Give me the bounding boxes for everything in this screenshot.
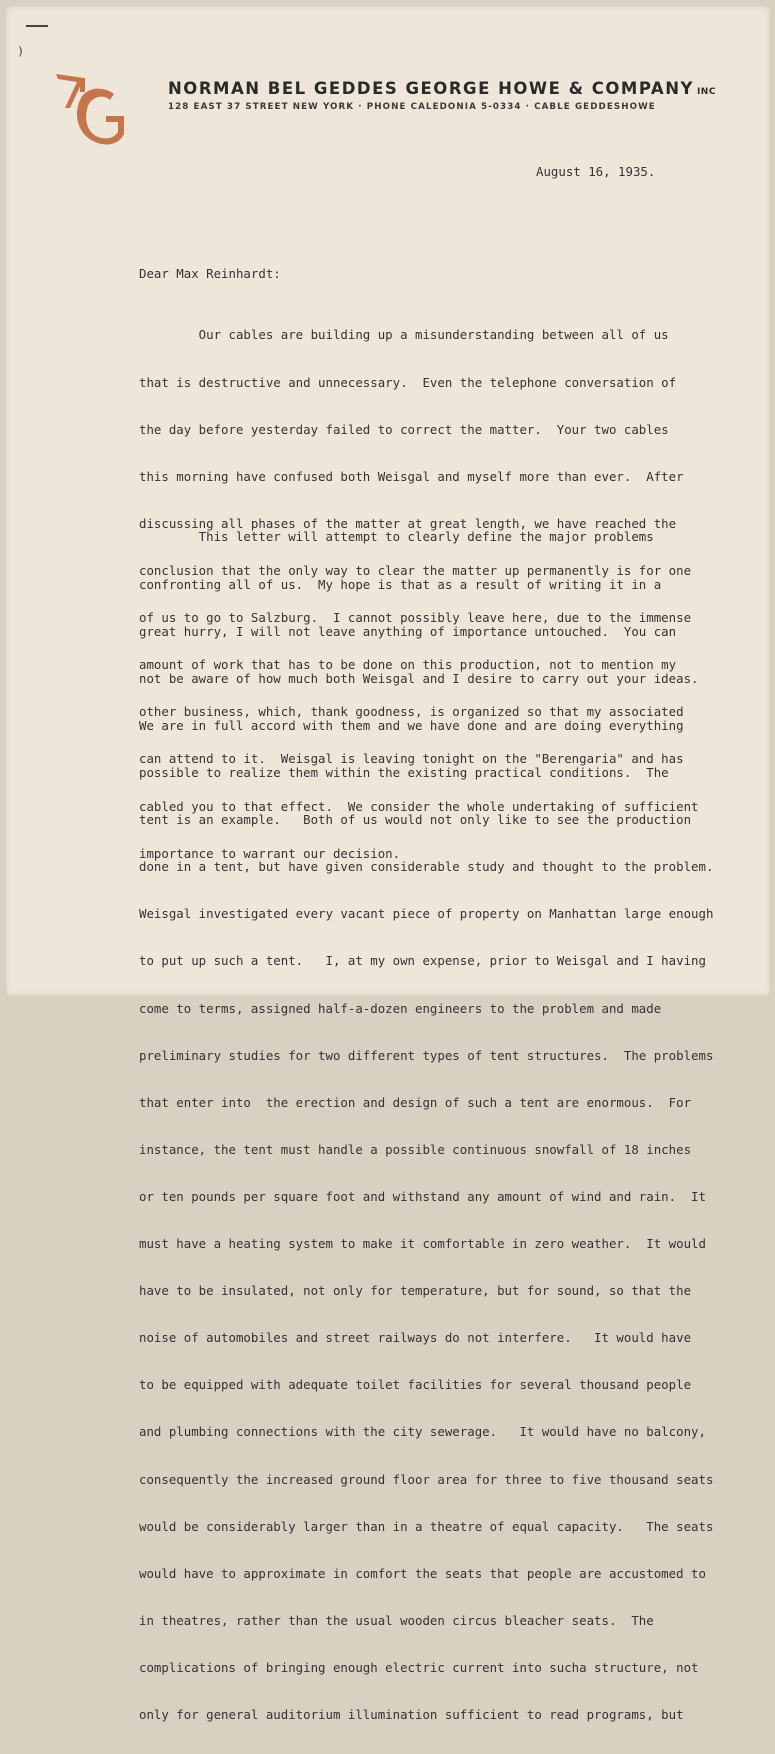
paragraph-line: to be equipped with adequate toilet facilities for several thousand people xyxy=(139,1377,692,1393)
paragraph-line: This letter will attempt to clearly define the major problems xyxy=(139,529,654,545)
paragraph-line: to put up such a tent. I, at my own expense, prior to Weisgal and I having xyxy=(139,953,706,969)
paragraph-line: Our cables are building up a misunderstanding between all of us xyxy=(139,327,669,343)
paragraph-line: importance to warrant our decision. xyxy=(139,845,401,861)
paragraph-line: complications of bringing enough electric current into sucha structure, not xyxy=(139,1660,699,1676)
paragraph-line: amount of work that has to be done on this production, not to mention my xyxy=(139,657,677,673)
paragraph-line: not be aware of how much both Weisgal and I desire to carry out your ideas. xyxy=(139,670,699,686)
paragraph-line: that enter into the erection and design of such a tent are enormous. For xyxy=(139,1094,692,1110)
paragraph-line: can attend to it. Weisgal is leaving tonight on the "Berengaria" and has xyxy=(139,751,684,767)
letter-date: August 16, 1935. xyxy=(536,164,656,179)
paragraph-line: and plumbing connections with the city sewerage. It would have no balcony, xyxy=(139,1424,706,1440)
paragraph-line: noise of automobiles and street railways do not interfere. It would have xyxy=(139,1330,692,1346)
paragraph-line: great hurry, I will not leave anything of importance untouched. You can xyxy=(139,623,677,639)
letter-salutation: Dear Max Reinhardt: xyxy=(139,266,281,281)
paragraph-line: would have to approximate in comfort the seats that people are accustomed to xyxy=(139,1565,706,1581)
paragraph-line: Weisgal investigated every vacant piece of property on Manhattan large enough xyxy=(139,906,714,922)
paragraph-line: instance, the tent must handle a possible continuous snowfall of 18 inches xyxy=(139,1141,692,1157)
paragraph-line: this morning have confused both Weisgal and myself more than ever. After xyxy=(139,468,684,484)
margin-dash-mark xyxy=(26,25,48,27)
letter-page xyxy=(6,6,770,1723)
paragraph-line: preliminary studies for two different types of tent structures. The problems xyxy=(139,1047,714,1063)
paragraph-line: We are in full accord with them and we have done and are doing everything xyxy=(139,717,684,733)
paragraph-line: other business, which, thank goodness, is organized so that my associated xyxy=(139,704,684,720)
paragraph-line: of us to go to Salzburg. I cannot possibly leave here, due to the immense xyxy=(139,610,692,626)
paragraph-line: conclusion that the only way to clear the matter up permanently is for one xyxy=(139,562,692,578)
paragraph-line: consequently the increased ground floor area for three to five thousand seats xyxy=(139,1471,714,1487)
paragraph-line: that is destructive and unnecessary. Even the telephone conversation of xyxy=(139,374,677,390)
paragraph-line: the day before yesterday failed to correct the matter. Your two cables xyxy=(139,421,669,437)
margin-pencil-mark: ) xyxy=(18,44,23,58)
company-name: NORMAN BEL GEDDES GEORGE HOWE & COMPANY INC xyxy=(168,79,716,98)
paragraph-line: tent is an example. Both of us would not only like to see the production xyxy=(139,812,692,828)
paragraph-line: have to be insulated, not only for temperature, but for sound, so that the xyxy=(139,1283,692,1299)
paragraph-2 xyxy=(139,498,713,1754)
company-suffix: INC xyxy=(696,87,716,97)
paragraph-line: discussing all phases of the matter at great length, we have reached the xyxy=(139,515,677,531)
paragraph-line: cabled you to that effect. We consider the whole undertaking of sufficient xyxy=(139,798,699,814)
paragraph-line: must have a heating system to make it comfortable in zero weather. It would xyxy=(139,1236,706,1252)
paragraph-line: come to terms, assigned half-a-dozen engineers to the problem and made xyxy=(139,1000,662,1016)
paragraph-line: would be considerably larger than in a theatre of equal capacity. The seats xyxy=(139,1518,714,1534)
paragraph-line: possible to realize them within the existing practical conditions. The xyxy=(139,764,669,780)
ng-monogram-logo-icon xyxy=(50,68,134,150)
company-address: 128 EAST 37 STREET NEW YORK · PHONE CALEDONIA 5-0334 · CABLE GEDDESHOWE xyxy=(168,102,656,112)
paragraph-line: done in a tent, but have given considerable study and thought to the problem. xyxy=(139,859,714,875)
paragraph-line: in theatres, rather than the usual wooden circus bleacher seats. The xyxy=(139,1612,654,1628)
paragraph-line: confronting all of us. My hope is that as a result of writing it in a xyxy=(139,576,662,592)
paragraph-line: only for general auditorium illumination sufficient to read programs, but xyxy=(139,1707,684,1723)
paragraph-line: or ten pounds per square foot and withstand any amount of wind and rain. It xyxy=(139,1188,706,1204)
